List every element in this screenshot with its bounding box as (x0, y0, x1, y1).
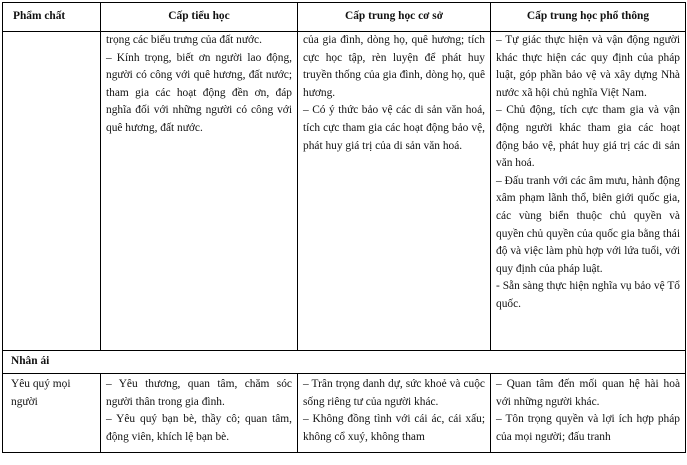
cell-paragraph: - Sẵn sàng thực hiện nghĩa vụ bảo vệ Tổ quốc. (496, 280, 680, 310)
quality-label: Yêu quý mọi người (11, 378, 71, 408)
cell-paragraph: – Yêu thương, quan tâm, chăm sóc người thân trong gia đình. (106, 378, 292, 408)
cell-paragraph: – Kính trọng, biết ơn người lao động, người có công với quê hương, đất nước; tham gia các hoạt động đền ơn, đáp nghĩa đối với những người có công với quê hương, đất nước. (106, 51, 292, 134)
thpt-cell (491, 32, 686, 351)
section-row (3, 351, 686, 374)
thpt-cell (491, 374, 686, 453)
cell-paragraph: – Quan tâm đến mối quan hệ hài hoà với những người khác. (496, 378, 680, 408)
cell-paragraph: – Đấu tranh với các âm mưu, hành động xâm phạm lãnh thổ, biên giới quốc gia, các vùng biển thuộc chủ quyền và quyền chủ quyền của quốc gia bằng thái độ và việc làm phù hợp với lứa tuổi, với quy định của pháp luật. (496, 174, 680, 275)
cell-paragraph: – Tôn trọng quyền và lợi ích hợp pháp của mọi người; đấu tranh (496, 413, 680, 443)
table-row (3, 32, 686, 351)
thcs-cell (298, 374, 491, 453)
cell-paragraph: – Chủ động, tích cực tham gia và vận động người khác tham gia các hoạt động bảo vệ, phát huy giá trị các di sản văn hoá. (496, 104, 680, 170)
table-row (3, 374, 686, 453)
cell-paragraph: – Yêu quý bạn bè, thầy cô; quan tâm, động viên, khích lệ bạn bè. (106, 413, 292, 443)
header-row (3, 3, 686, 32)
thcs-cell (298, 32, 491, 351)
cell-paragraph: của gia đình, dòng họ, quê hương; tích cực học tập, rèn luyện để phát huy truyền thống của gia đình, dòng họ, quê hương. (303, 34, 485, 99)
qualities-table (2, 2, 686, 453)
quality-cell (3, 374, 101, 453)
cell-paragraph: – Không đồng tình với cái ác, cái xấu; không cổ xuý, không tham (303, 413, 485, 443)
tieu-hoc-cell (101, 32, 298, 351)
header-tieu-hoc: Cấp tiểu học (101, 3, 298, 32)
header-pham-chat: Phẩm chất (3, 3, 101, 32)
cell-paragraph: – Có ý thức bảo vệ các di sản văn hoá, tích cực tham gia các hoạt động bảo vệ, phát huy giá trị của di sản văn hoá. (303, 104, 485, 152)
tieu-hoc-cell (101, 374, 298, 453)
header-thpt: Cấp trung học phổ thông (491, 3, 686, 32)
header-thcs: Cấp trung học cơ sở (298, 3, 491, 32)
cell-paragraph: – Trân trọng danh dự, sức khoẻ và cuộc sống riêng tư của người khác. (303, 378, 485, 408)
cell-paragraph: – Tự giác thực hiện và vận động người khác thực hiện các quy định của pháp luật, góp phần bảo vệ và xây dựng Nhà nước xã hội chủ nghĩa Việt Nam. (496, 34, 680, 99)
section-heading: Nhân ái (3, 351, 686, 374)
quality-cell (3, 32, 101, 351)
cell-paragraph: trọng các biểu trưng của đất nước. (106, 34, 262, 46)
